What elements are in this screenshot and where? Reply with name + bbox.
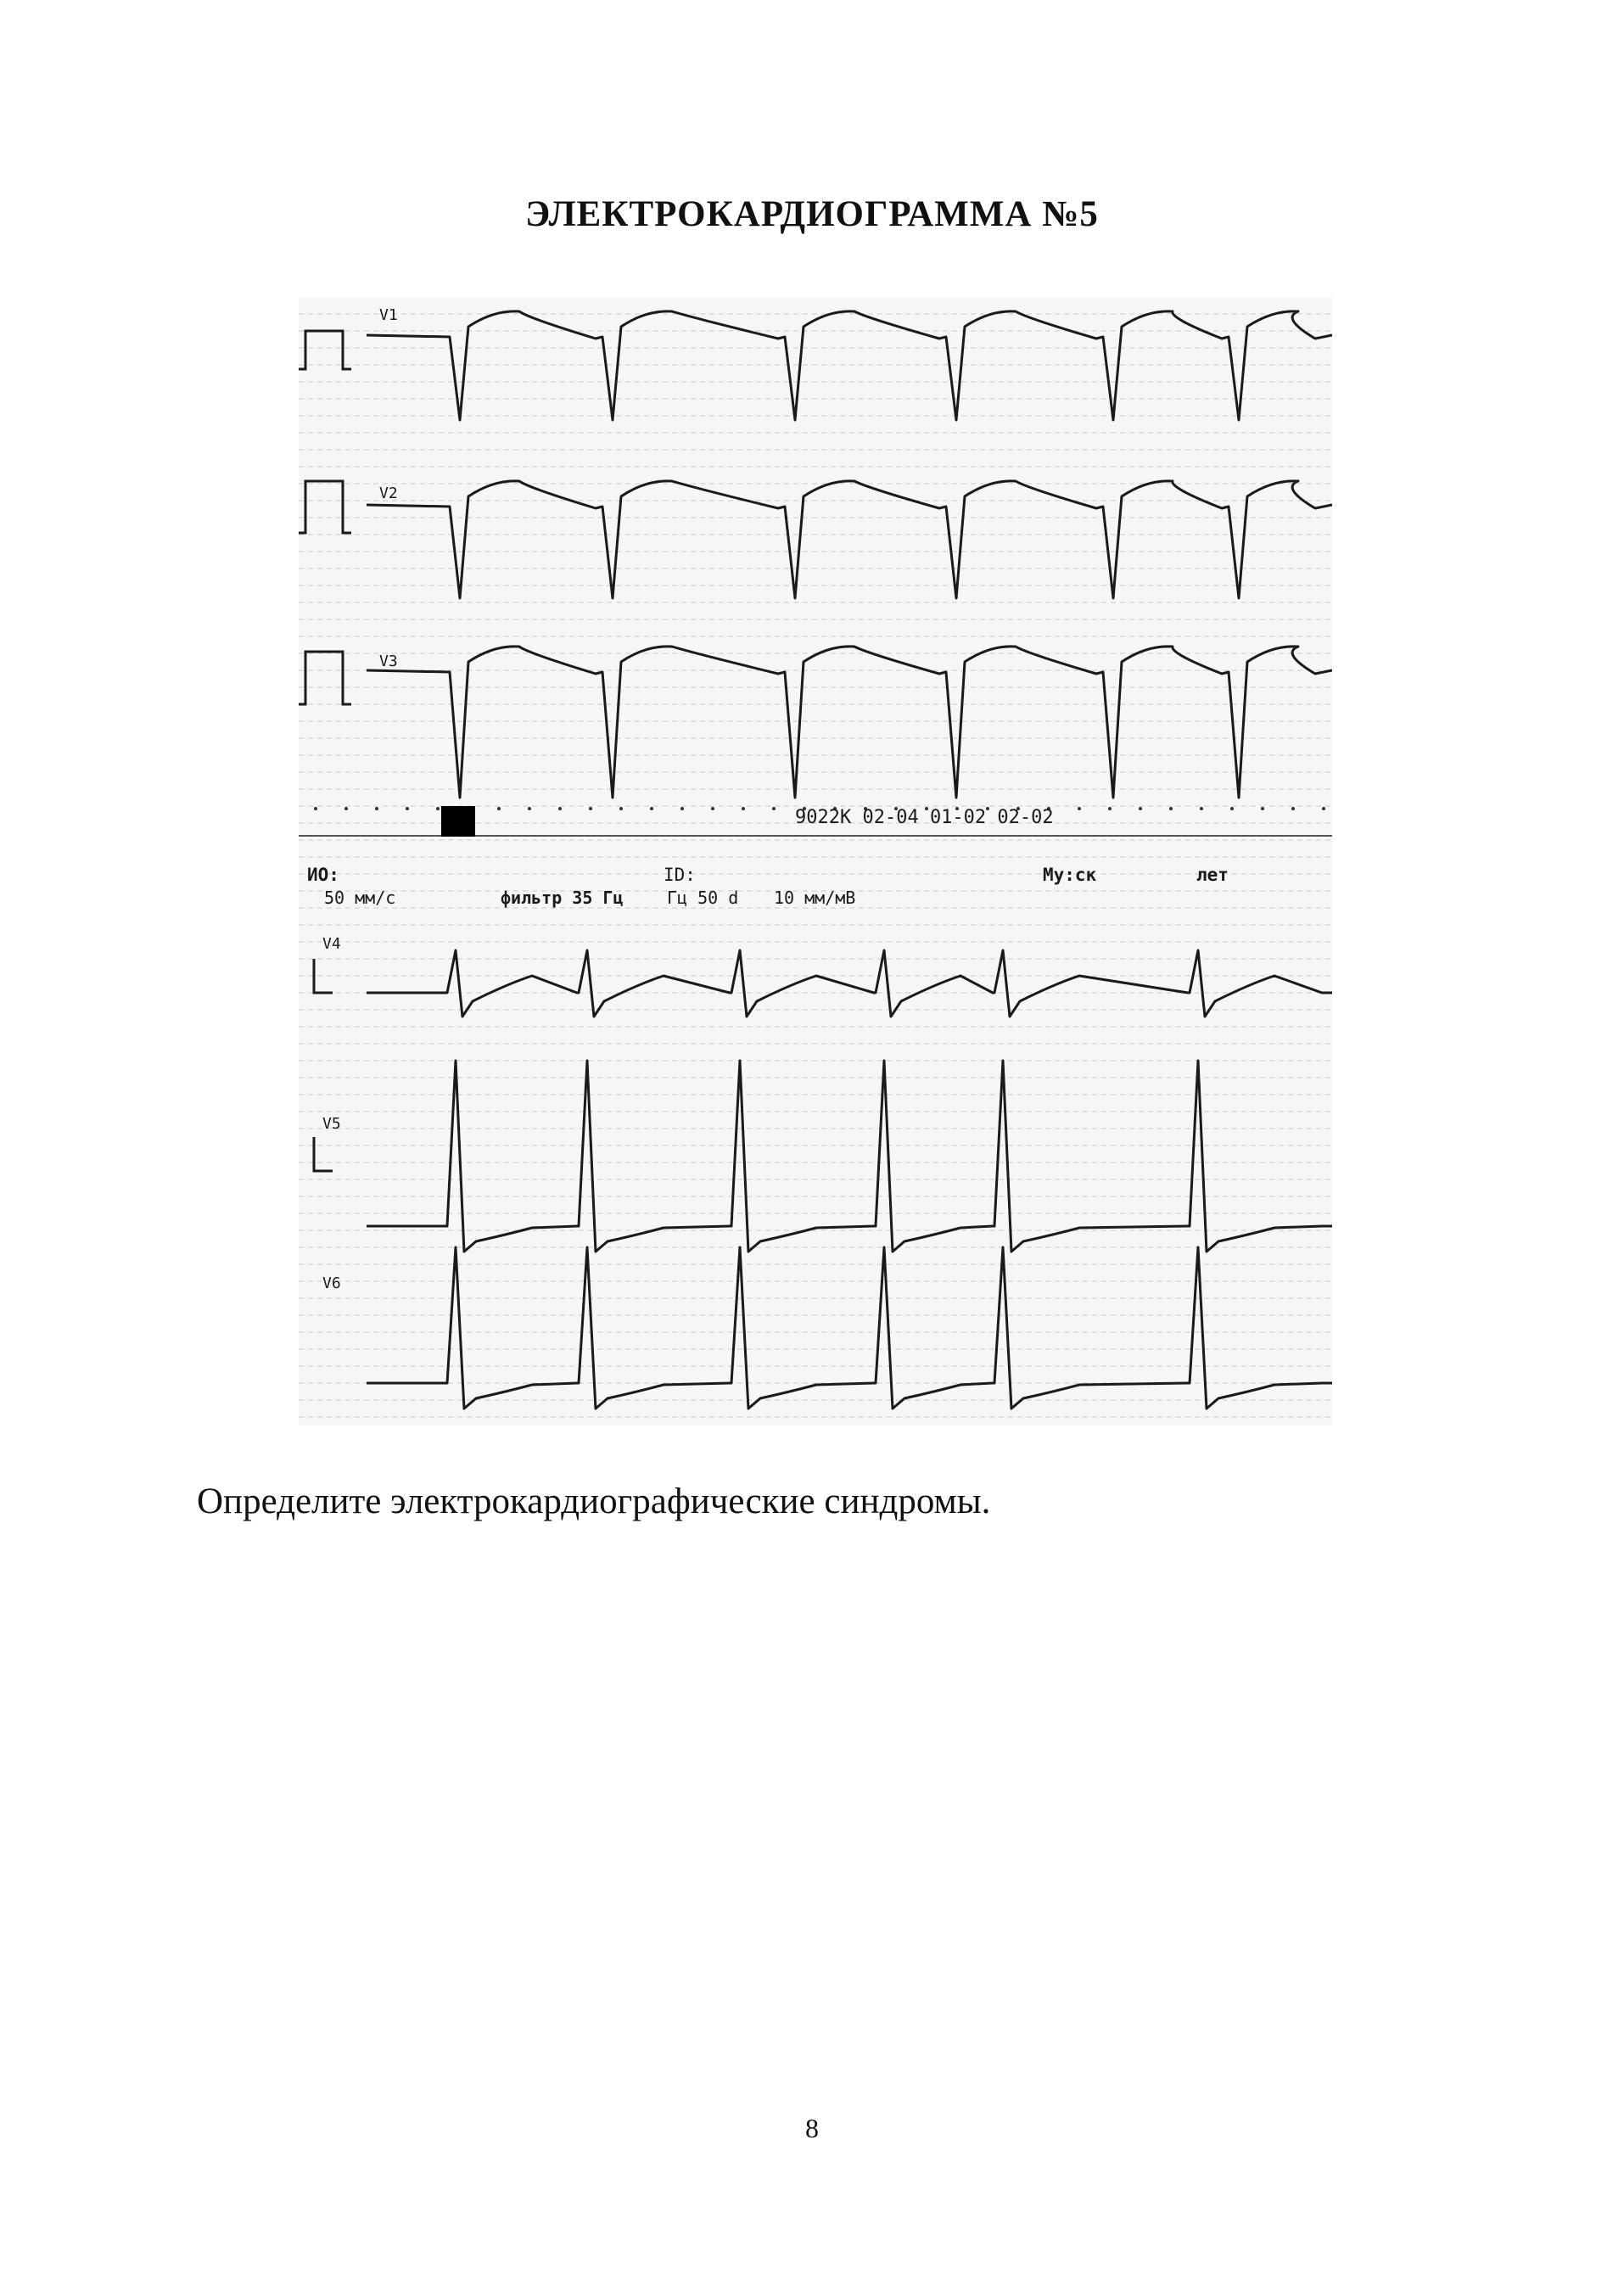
calibration-mark (314, 1137, 333, 1171)
trace-v3 (367, 647, 1332, 798)
lead-label-v5: V5 (322, 1115, 341, 1133)
time-mark (528, 807, 531, 810)
settings-gain: 10 мм/мВ (774, 888, 856, 908)
ecg-grid (299, 314, 1332, 1417)
time-mark (558, 807, 562, 810)
calibration-pulse (299, 331, 351, 369)
time-mark (1261, 807, 1264, 810)
time-mark (680, 807, 684, 810)
trace-v1 (367, 311, 1332, 420)
settings-filter: фильтр 35 Гц (501, 888, 624, 908)
ecg-tracing (299, 297, 1332, 1426)
time-mark (1078, 807, 1081, 810)
page-title: ЭЛЕКТРОКАРДИОГРАММА №5 (525, 194, 1099, 234)
time-mark (711, 807, 714, 810)
header-name: ИО: (307, 865, 339, 885)
record-code: 9022К 02-04 01-02 02-02 (795, 807, 1054, 828)
calibration-pulses (299, 331, 351, 1171)
ecg-figure (299, 297, 1332, 1426)
time-mark (742, 807, 745, 810)
task-prompt: Определите электрокардиографические синдромы. (197, 1482, 991, 1521)
lead-label-v2: V2 (379, 485, 398, 502)
header-id: ID: (664, 865, 696, 885)
settings-speed: 50 мм/с (324, 888, 396, 908)
time-mark (497, 807, 501, 810)
time-mark (619, 807, 623, 810)
ecg-traces (367, 311, 1332, 1409)
time-mark (772, 807, 776, 810)
lead-label-v6: V6 (322, 1274, 341, 1292)
time-mark (1108, 807, 1112, 810)
time-mark (1169, 807, 1173, 810)
time-mark (375, 807, 378, 810)
calibration-pulse (299, 481, 351, 533)
time-mark (1322, 807, 1325, 810)
time-mark (1200, 807, 1203, 810)
calibration-pulse (299, 652, 351, 704)
trace-v5 (367, 1061, 1332, 1252)
trace-v6 (367, 1247, 1332, 1409)
lead-label-v3: V3 (379, 653, 398, 670)
marker-block (441, 806, 475, 837)
time-mark (1230, 807, 1234, 810)
time-mark (406, 807, 409, 810)
lead-label-v4: V4 (322, 935, 341, 953)
time-mark (650, 807, 653, 810)
lead-label-v1: V1 (379, 306, 398, 324)
time-mark (589, 807, 592, 810)
time-mark (314, 807, 317, 810)
settings-mains: Гц 50 d (667, 888, 739, 908)
time-mark (436, 807, 440, 810)
header-sex: Му:ск (1043, 865, 1097, 885)
time-mark (1139, 807, 1142, 810)
trace-v4 (367, 950, 1332, 1017)
time-mark (344, 807, 348, 810)
page-number: 8 (805, 2113, 819, 2143)
time-mark (1291, 807, 1295, 810)
header-age: лет (1196, 865, 1229, 885)
trace-v2 (367, 481, 1332, 598)
